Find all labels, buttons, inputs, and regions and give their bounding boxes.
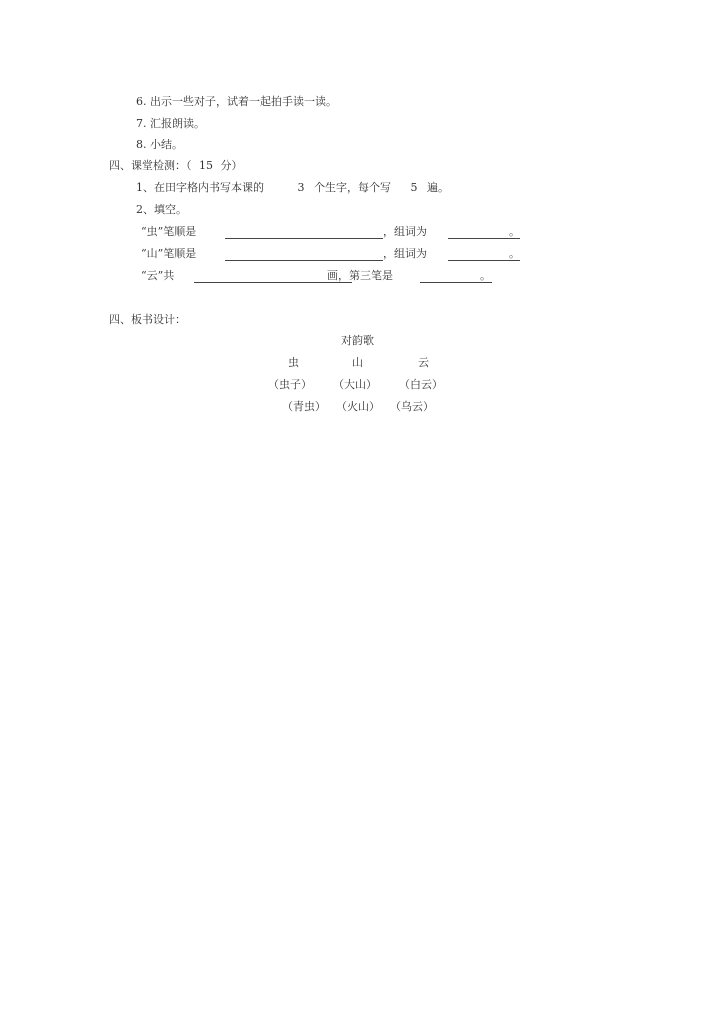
step-number: 8. (136, 138, 147, 151)
step-7 (136, 117, 205, 131)
board-char-2: 山 (352, 356, 363, 369)
board-word: （青虫） (282, 400, 326, 413)
step-number: 6. (136, 95, 147, 108)
board-char-3: 云 (418, 356, 429, 369)
check-item-1 (136, 181, 449, 195)
board-heading: 四、板书设计： (109, 313, 186, 326)
fill-row-1-mid: ，组词为 (383, 225, 427, 238)
step-6 (136, 95, 337, 109)
step-text: 汇报朗读。 (150, 117, 205, 130)
fill-row-1-end: 。 (509, 225, 520, 238)
check-section-heading (109, 159, 243, 173)
fill-blank[interactable] (225, 226, 383, 239)
check-score: 15 (199, 159, 213, 172)
step-text: 出示一些对子，试着一起拍手读一读。 (150, 95, 337, 108)
fill-row-3-mid: 画，第三笔是 (327, 269, 393, 282)
item1-prefix: 1、在田字格内书写本课的 (136, 181, 264, 194)
item1-middle: 个生字，每个写 (314, 181, 391, 194)
board-word: （虫子） (268, 378, 312, 391)
fill-row-3-end: 。 (480, 269, 491, 282)
fill-row-2-mid: ，组词为 (383, 247, 427, 260)
step-text: 小结。 (150, 138, 183, 151)
board-title: 对韵歌 (341, 334, 374, 347)
fill-blank[interactable] (225, 248, 383, 261)
step-number: 7. (136, 117, 147, 130)
board-word: （大山） (333, 378, 377, 391)
check-heading-label: 四、课堂检测：（ (109, 159, 192, 172)
item1-times: 5 (410, 181, 418, 194)
fill-row-2-label: “山”笔顺是 (141, 247, 197, 260)
item1-count: 3 (297, 181, 305, 194)
fill-row-1-label: “虫”笔顺是 (141, 225, 197, 238)
board-word: （火山） (336, 400, 380, 413)
check-score-unit: 分） (220, 159, 243, 172)
board-word: （白云） (399, 378, 443, 391)
fill-row-3-label: “云”共 (141, 269, 175, 282)
board-word: （乌云） (390, 400, 434, 413)
fill-row-2-end: 。 (509, 247, 520, 260)
check-item-2: 2、填空。 (136, 203, 187, 216)
step-8 (136, 138, 183, 152)
board-char-1: 虫 (288, 356, 299, 369)
item1-suffix: 遍。 (427, 181, 449, 194)
